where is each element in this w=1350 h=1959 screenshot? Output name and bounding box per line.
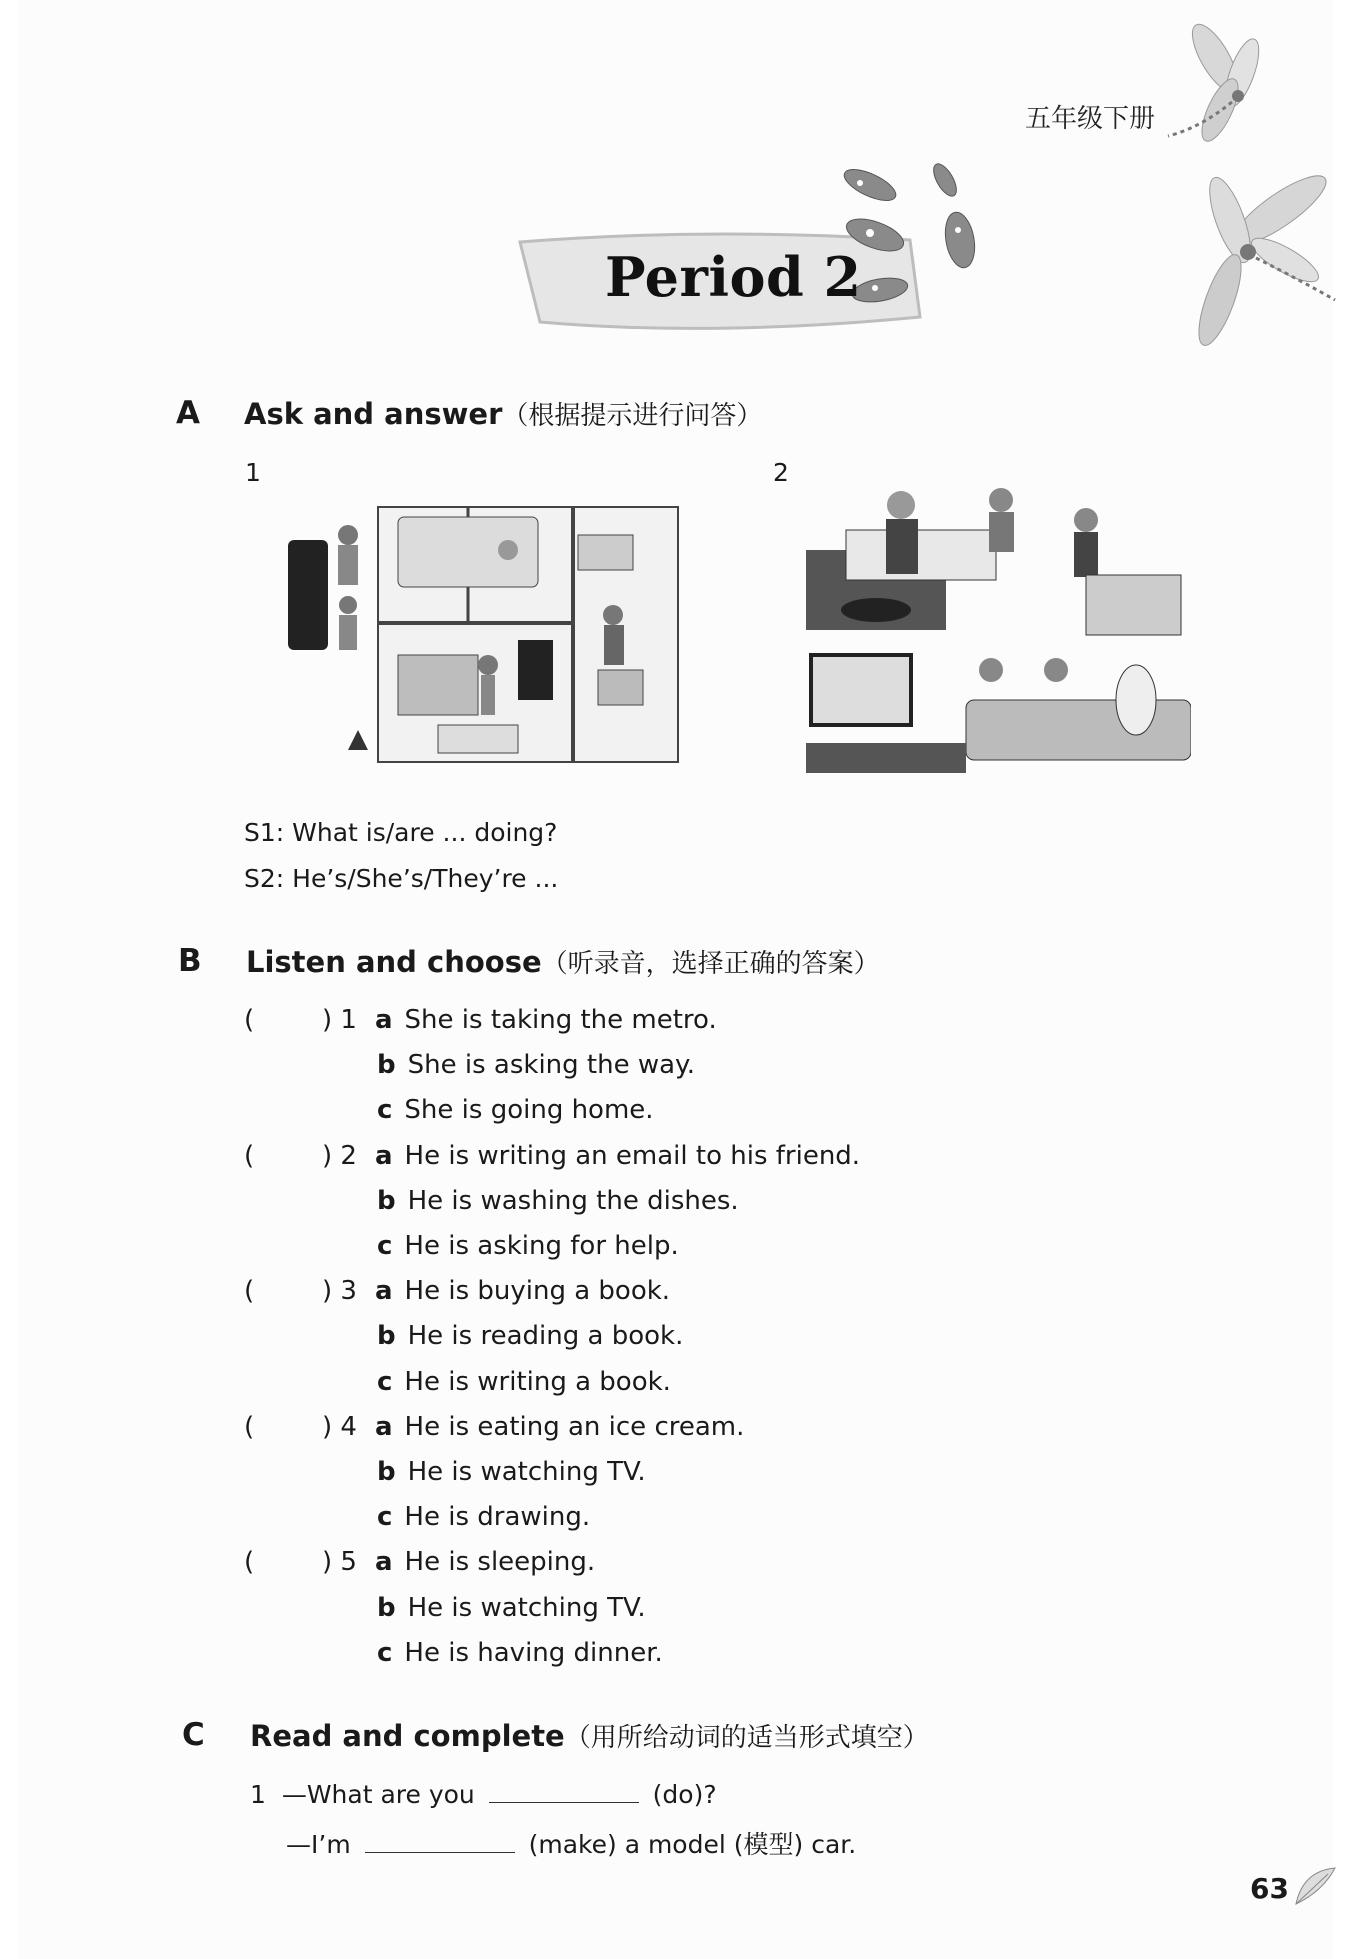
option-c [377,1231,679,1261]
answer-bracket[interactable]: ( [244,1411,255,1442]
section-b-title-en: Listen and choose [246,945,542,979]
option-text: He is reading a book. [407,1321,684,1352]
line-2-prefix: —I’m [286,1830,351,1859]
option-key: a [375,1140,393,1171]
dialogue-line-1: S1: What is/are ... doing? [244,818,558,847]
option-b [377,1321,683,1351]
option-text: He is having dinner. [404,1637,663,1668]
question-number: ) 5 [322,1547,357,1578]
question-number: ) 3 [322,1276,357,1307]
option-key: c [377,1095,393,1126]
option-key: b [377,1457,396,1487]
option-key: b [377,1592,396,1623]
option-key: a [375,1005,393,1035]
page-number: 63 [1250,1872,1289,1905]
option-text: He is watching TV. [407,1592,646,1623]
option-text: She is asking the way. [407,1050,695,1081]
option-a [375,1547,595,1577]
dialogue-line-2: S2: He’s/She’s/They’re ... [244,864,559,893]
item-number: 1 [250,1780,266,1809]
picture-2-number: 2 [773,458,789,487]
line-1-prefix: —What are you [281,1780,475,1809]
line-1-suffix: (do)? [652,1780,717,1809]
option-key: a [375,1547,393,1578]
section-a-title-en: Ask and answer [244,397,503,431]
section-a-letter: A [176,395,200,431]
option-a [375,1412,744,1442]
option-text: He is writing an email to his friend. [404,1140,861,1171]
option-b [377,1186,739,1216]
option-key: a [375,1411,393,1442]
question-number: ) 1 [322,1005,357,1035]
option-b [377,1050,695,1080]
question-number: ) 4 [322,1411,357,1442]
option-key: b [377,1185,396,1216]
option-key: b [377,1050,396,1081]
option-text: She is taking the metro. [404,1005,717,1035]
section-b-title-cn: （听录音，选择正确的答案） [541,949,880,979]
section-c-title-cn: （用所给动词的适当形式填空） [564,1723,929,1753]
option-text: He is asking for help. [404,1231,679,1261]
section-c-letter: C [182,1717,205,1753]
family-scene-illustration [806,475,1191,775]
page-title: Period 2 [605,245,862,309]
option-text: He is washing the dishes. [407,1185,739,1216]
answer-bracket[interactable]: ( [244,1005,255,1035]
option-a [375,1005,717,1035]
answer-bracket[interactable]: ( [244,1140,255,1171]
option-key: a [375,1276,393,1307]
house-scene-illustration [278,505,698,770]
option-key: c [377,1637,393,1668]
section-c-title-en: Read and complete [250,1719,565,1753]
option-b [377,1457,646,1487]
option-key: c [377,1231,393,1261]
option-text: He is eating an ice cream. [404,1411,745,1442]
section-b-title [246,943,880,980]
option-b [377,1593,646,1623]
answer-bracket[interactable]: ( [244,1276,255,1307]
exercise-c-answer [286,1825,856,1861]
leaf-icon [1293,1866,1338,1906]
exercise-c-item [250,1780,717,1809]
option-text: He is watching TV. [407,1457,646,1487]
option-key: c [377,1366,393,1397]
line-2-suffix: (make) a model (模型) car. [528,1830,857,1859]
section-a-title-cn: （根据提示进行问答） [502,401,763,431]
option-text: He is drawing. [404,1502,591,1533]
option-a [375,1276,670,1306]
option-text: He is buying a book. [404,1276,671,1307]
dragonfly-top-icon [1160,18,1280,148]
dragonfly-right-icon [1160,150,1340,370]
section-a-title [244,395,762,432]
option-text: He is sleeping. [404,1547,596,1578]
option-text: He is writing a book. [404,1366,671,1397]
option-c [377,1638,663,1668]
blank-make[interactable] [365,1834,515,1853]
section-c-title [250,1717,929,1754]
option-key: b [377,1321,396,1352]
picture-1-number: 1 [245,458,261,487]
blank-do[interactable] [489,1784,639,1803]
option-c [377,1502,590,1532]
option-key: c [377,1502,393,1533]
option-text: She is going home. [404,1095,654,1126]
answer-bracket[interactable]: ( [244,1547,255,1578]
option-c [377,1095,654,1125]
question-number: ) 2 [322,1140,357,1171]
grade-label: 五年级下册 [1025,104,1156,134]
option-a [375,1141,860,1171]
option-c [377,1367,671,1397]
section-b-letter: B [178,943,202,979]
